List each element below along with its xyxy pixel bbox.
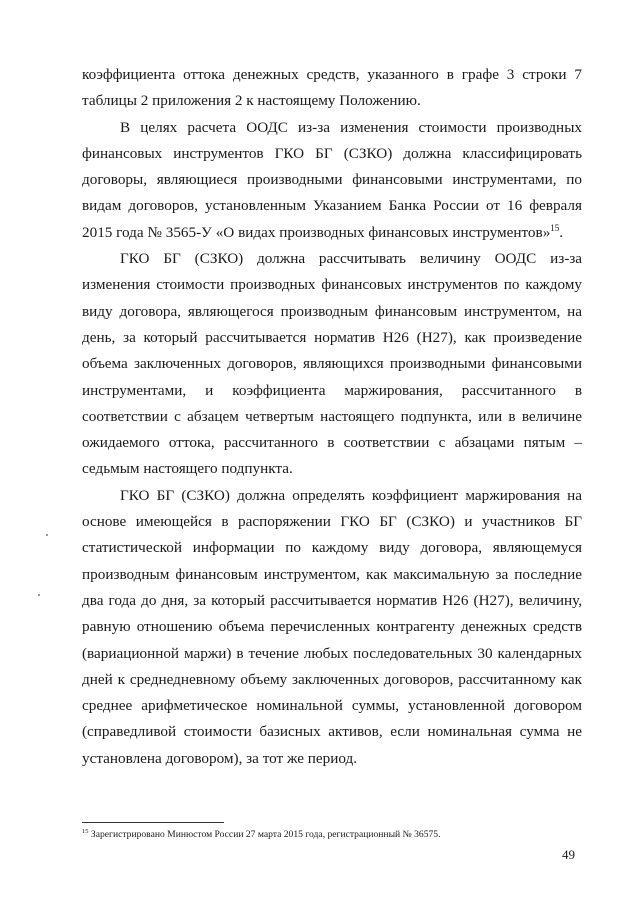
paragraph-calculation: ГКО БГ (СЗКО) должна рассчитывать величину ООДС из-за изменения стоимости производных финансовых инструментов по каждому виду договора, являющегося производным финансовым инструментом, на день, за который рассчитывается норматив Н26 (Н27), как произведение объема заключенных договоров, являющихся производными финансовыми инструментами, и коэффициента маржирования, рассчитанного в соответствии с абзацем четвертым настоящего подпункта, или в величине ожидаемого оттока, рассчитанного в соответствии с абзацами пятым – седьмым настоящего подпункта. [82,250,582,478]
body-text [82,62,582,772]
footnote [82,829,582,841]
footnote-number: 15 [82,827,89,835]
footnote-separator [82,822,224,823]
footnote-reference: 15 [550,222,560,233]
paragraph-classification: В целях расчета ООДС из-за изменения стоимости производных финансовых инструментов ГКО БГ (СЗКО) должна классифицировать договоры, являющиеся производными финансовыми инструментами, по видам договоров, установленным Указанием Банка России от 16 февраля 2015 года № 3565-У «О видах производных финансовых инструментов»$^{15}$. [82,118,582,241]
scan-speck [38,594,40,596]
paragraph-margin-coefficient: ГКО БГ (СЗКО) должна определять коэффициент маржирования на основе имеющейся в распоряжении ГКО БГ (СЗКО) и участников БГ статистической информации по каждому виду договора, являющемуся производным финансовым инструментом, как максимальную за последние два года до дня, за который рассчитывается норматив Н26 (Н27), величину, равную отношению объема перечисленных контрагенту денежных средств (вариационной маржи) в течение любых последовательных 30 календарных дней к среднедневному объему заключенных договоров, рассчитанному как среднее арифметическое номинальной суммы, установленной договором (справедливой стоимости базисных активов, если номинальная сумма не установлена договором), за тот же период. [82,486,582,767]
scan-speck [46,534,48,536]
paragraph-classification-text: В целях расчета ООДС из-за изменения стоимости производных финансовых инструментов ГКО БГ (СЗКО) должна классифицировать договоры, являющиеся производными финансовыми инструментами, по видам договоров, установленным Указанием Банка России от 16 февраля 2015 года № 3565-У «О видах производных финансовых инструментов» [82,118,582,241]
footnote-text: Зарегистрировано Минюстом России 27 марта 2015 года, регистрационный № 36575. [88,829,441,840]
page-number: 49 [562,847,575,862]
paragraph-continuation: коэффициента оттока денежных средств, указанного в графе 3 строки 7 таблицы 2 приложения 2 к настоящему Положению. [82,66,582,110]
